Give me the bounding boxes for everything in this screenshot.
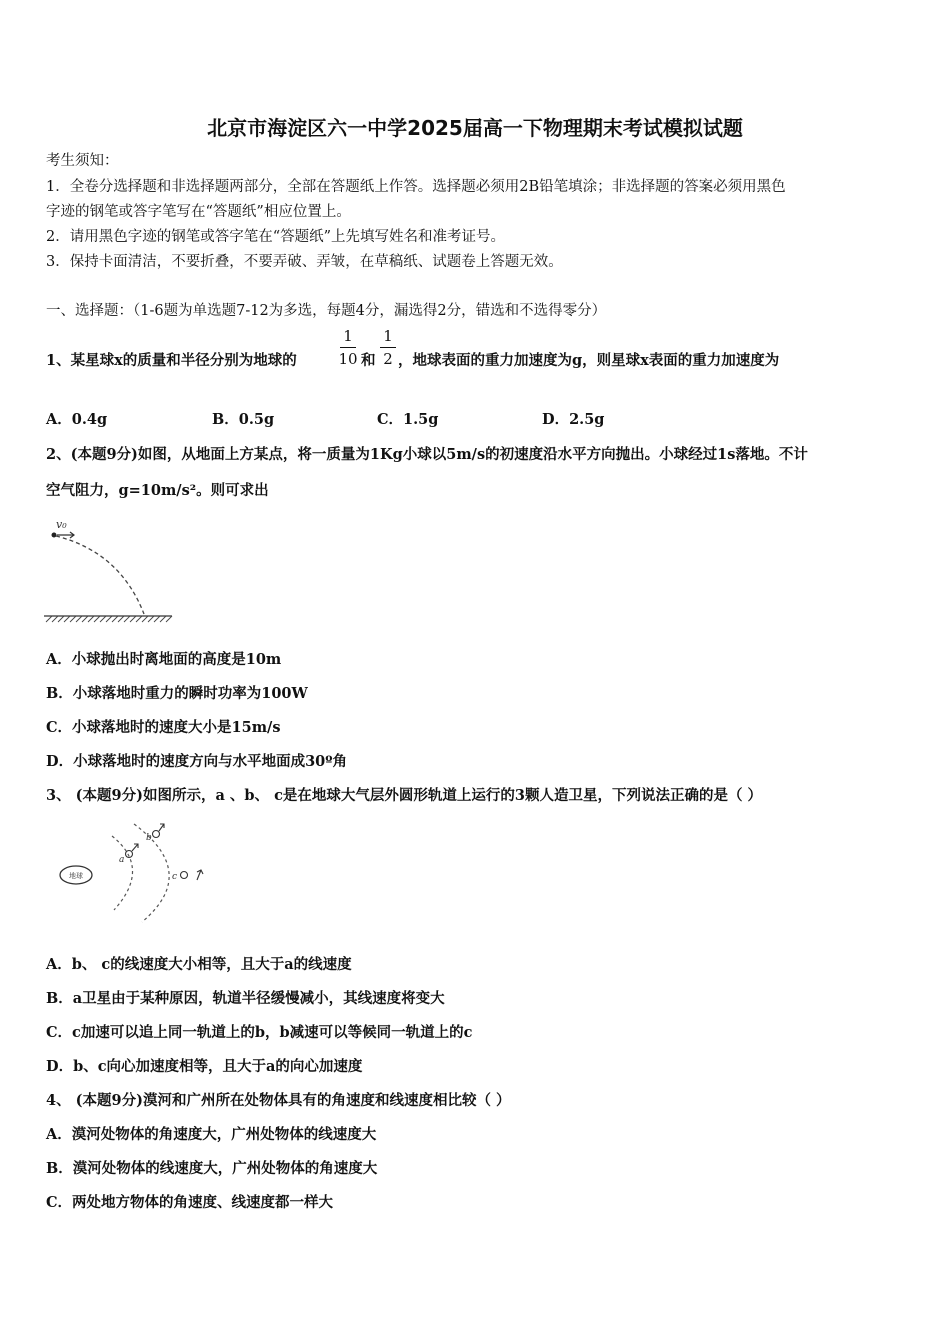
q2-option-d: D．小球落地时的速度方向与水平地面成30º角 — [46, 753, 348, 770]
notice-line-3: 3．保持卡面清洁，不要折叠，不要弄破、弄皱，在草稿纸、试题卷上答题无效。 — [46, 254, 563, 270]
q2-stem-line-1: 2、(本题9分)如图，从地面上方某点，将一质量为1Kg小球以5m/s的初速度沿水平方向抛出。小球经过1s落地。不计 — [46, 446, 808, 463]
q2-stem-line-2: 空气阻力，g=10m/s²。则可求出 — [46, 482, 269, 499]
q1-and: 和 — [361, 352, 376, 369]
q1-stem-b: ，地球表面的重力加速度为g，则星球x表面的重力加速度为 — [398, 352, 780, 369]
earth-label: 地球 — [69, 872, 83, 880]
q2-option-b: B．小球落地时重力的瞬时功率为100W — [46, 685, 308, 702]
projectile-figure — [40, 512, 180, 630]
notice-heading: 考生须知： — [46, 153, 119, 169]
q1-frac1-numerator: 1 — [343, 327, 353, 345]
q4-option-a: A．漠河处物体的角速度大，广州处物体的线速度大 — [46, 1126, 377, 1143]
q1-stem-a: 1、某星球x的质量和半径分别为地球的 — [46, 352, 297, 369]
q3-stem: 3、 (本题9分)如图所示，a 、b、 c是在地球大气层外圆形轨道上运行的3颗人造卫星，下列说法正确的是（ ） — [46, 787, 763, 804]
satellite-c — [181, 872, 188, 879]
q1-option-b: B．0.5g — [212, 411, 275, 428]
q2-option-c: C．小球落地时的速度大小是15m/s — [46, 719, 281, 736]
q4-stem: 4、 (本题9分)漠河和广州所在处物体具有的角速度和线速度相比较（ ） — [46, 1092, 511, 1109]
notice-line-1b: 字迹的钢笔或答字笔写在“答题纸”相应位置上。 — [46, 204, 351, 220]
q1-frac1-denominator: 10 — [338, 350, 358, 368]
q1-fraction-1 — [338, 326, 358, 369]
q1-fraction-2 — [378, 326, 398, 369]
satellite-figure — [52, 818, 222, 926]
notice-line-1a: 1．全卷分选择题和非选择题两部分，全部在答题纸上作答。选择题必须用2B铅笔填涂；非选择题的答案必须用黑色 — [46, 179, 786, 195]
trajectory — [56, 536, 144, 614]
q4-option-c: C．两处地方物体的角速度、线速度都一样大 — [46, 1194, 334, 1211]
q1-option-c: C．1.5g — [377, 411, 439, 428]
orbit-a — [112, 836, 133, 910]
q3-option-a: A．b、 c的线速度大小相等，且大于a的线速度 — [46, 956, 352, 973]
satellite-b — [153, 831, 160, 838]
ground-hatch — [46, 616, 172, 622]
q4-option-b: B．漠河处物体的线速度大，广州处物体的角速度大 — [46, 1160, 378, 1177]
v0-label: v₀ — [56, 518, 67, 531]
satellite-a-label: a — [119, 855, 125, 865]
q3-option-c: C．c加速可以追上同一轨道上的b，b减速可以等候同一轨道上的c — [46, 1024, 473, 1041]
satellite-b-label: b — [146, 833, 152, 843]
notice-line-2: 2．请用黑色字迹的钢笔或答字笔在“答题纸”上先填写姓名和准考证号。 — [46, 229, 506, 245]
satellite-c-label: c — [172, 872, 178, 882]
page-title: 北京市海淀区六一中学2025届高一下物理期末考试模拟试题 — [207, 116, 743, 140]
q1-option-a: A．0.4g — [46, 411, 108, 428]
section-heading: 一、选择题：（1-6题为单选题7-12为多选，每题4分，漏选得2分，错选和不选得零分） — [46, 303, 607, 319]
q3-option-d: D．b、c向心加速度相等，且大于a的向心加速度 — [46, 1058, 363, 1075]
q1-option-d: D．2.5g — [542, 411, 605, 428]
ball — [52, 533, 57, 538]
q1-frac2-denominator: 2 — [383, 350, 393, 368]
q1-frac2-numerator: 1 — [383, 327, 393, 345]
q3-option-b: B．a卫星由于某种原因，轨道半径缓慢减小，其线速度将变大 — [46, 990, 445, 1007]
q2-option-a: A．小球抛出时离地面的高度是10m — [46, 651, 282, 668]
